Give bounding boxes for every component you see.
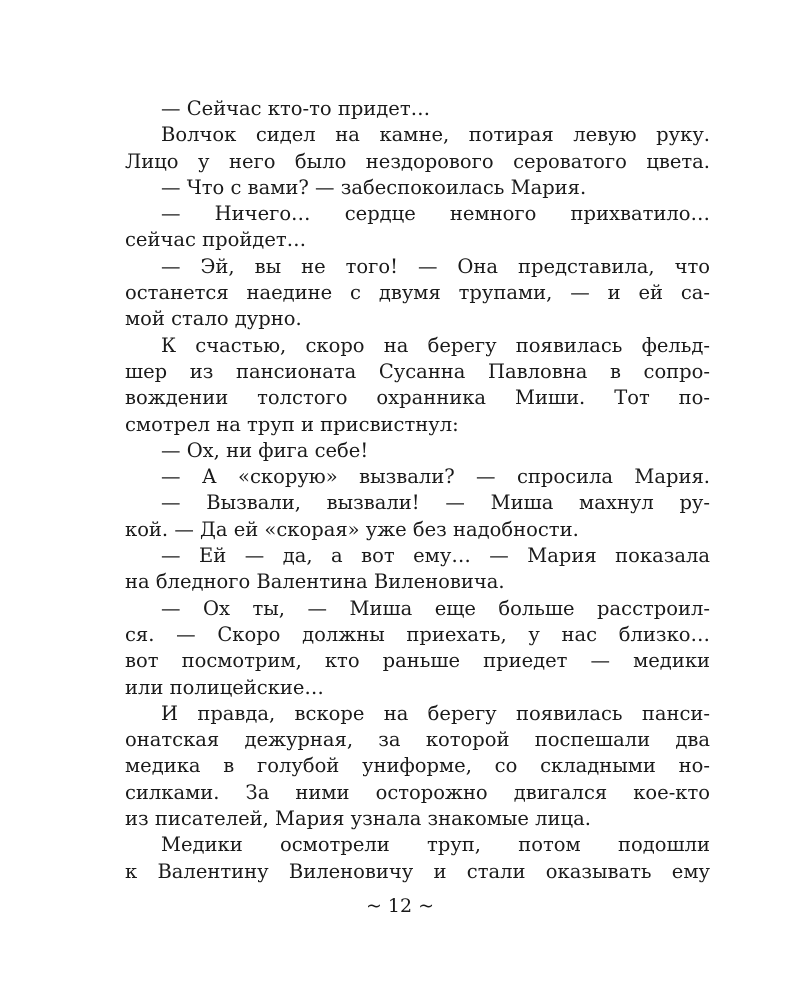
text-line: — Ох, ни фига себе! [161,438,369,462]
text-line: к Валентину Виленовичу и стали оказывать ему [125,859,710,883]
text-line: — Ох ты, — Миша еще больше расстроил- [161,596,710,620]
text-line: сейчас пройдет… [125,228,307,252]
text-line: ся. — Скоро должны приехать, у нас близко… [125,622,710,646]
text-line: или полицейские… [125,675,324,699]
text-line: — А «скорую» вызвали? — спросила Мария. [161,465,710,489]
text-line: — Ничего… сердце немного прихватило… [161,202,710,226]
text-line: вот посмотрим, кто раньше приедет — медики [125,649,710,673]
text-line: медика в голубой униформе, со складными но- [125,754,710,778]
text-line: К счастью, скоро на берегу появилась фельд- [161,333,710,357]
text-line: из писателей, Мария узнала знакомые лица. [125,807,591,831]
text-line: — Ей — да, а вот ему… — Мария показала [161,544,710,568]
text-line: Медики осмотрели труп, потом подошли [161,833,710,857]
text-line: — Эй, вы не того! — Она представила, что [161,254,710,278]
text-line: — Что с вами? — забеспокоилась Мария. [161,175,587,199]
text-line: — Вызвали, вызвали! — Миша махнул ру- [161,491,710,515]
text-line: Лицо у него было нездорового сероватого цвета. [125,149,710,173]
page-number: ~ 12 ~ [365,895,435,917]
text-line: мой стало дурно. [125,307,302,331]
text-line: смотрел на труп и присвистнул: [125,412,459,436]
text-line: на бледного Валентина Виленовича. [125,570,505,594]
text-line: Волчок сидел на камне, потирая левую руку. [161,123,710,147]
text-line: онатская дежурная, за которой поспешали два [125,728,710,752]
body-text [125,96,710,885]
text-line: останется наедине с двумя трупами, — и ей са- [125,281,710,305]
text-line: — Сейчас кто-то придет… [161,97,431,120]
text-line: И правда, вскоре на берегу появилась панси- [161,701,710,725]
text-line: силками. За ними осторожно двигался кое-кто [125,780,710,804]
text-line: вождении толстого охранника Миши. Тот по- [125,386,710,410]
text-line: кой. — Да ей «скорая» уже без надобности. [125,517,579,541]
text-line: шер из пансионата Сусанна Павловна в сопро- [125,359,710,383]
